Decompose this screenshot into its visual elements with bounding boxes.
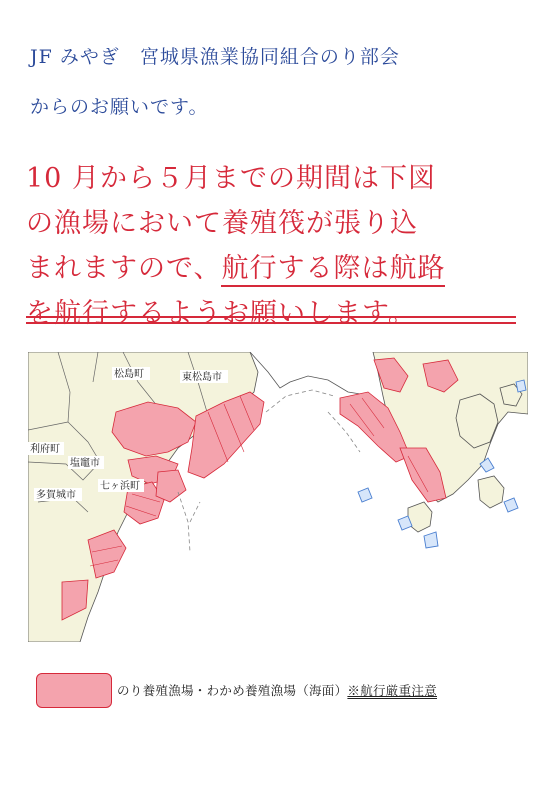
header-line-1: JF みやぎ 宮城県漁業協同組合のり部会 xyxy=(30,46,400,68)
route-marker xyxy=(516,380,526,392)
notice-line-1: 10 月から５月までの期間は下図 xyxy=(26,163,436,194)
label-tagajo: 多賀城市 xyxy=(36,490,76,501)
legend-swatch xyxy=(36,673,112,708)
notice-line-3 xyxy=(26,246,445,291)
notice-line-4-underlined: を航行するようお願いします。 xyxy=(26,298,416,329)
legend-label: のり養殖漁場・わかめ養殖漁場（海面） xyxy=(117,683,348,698)
label-shiogama: 塩竈市 xyxy=(70,458,100,469)
notice-line-4 xyxy=(26,291,416,336)
island-2 xyxy=(408,502,432,532)
notice-line-3-plain: まれますので、 xyxy=(26,253,222,284)
route-marker xyxy=(504,498,518,512)
notice-line-3-underlined: 航行する際は航路 xyxy=(221,253,445,287)
label-rifu: 利府町 xyxy=(30,444,60,455)
label-higashimatsushima: 東松島市 xyxy=(182,372,222,383)
header-line-2: からのお願いです。 xyxy=(30,96,209,118)
label-shichigahama: 七ヶ浜町 xyxy=(100,481,140,492)
legend-text xyxy=(117,681,437,699)
notice-line-2: の漁場において養殖筏が張り込 xyxy=(26,208,418,239)
label-matsushima: 松島町 xyxy=(114,369,144,380)
zone-offshore-1 xyxy=(156,470,186,502)
island-3 xyxy=(478,476,504,508)
notice-double-rule-top xyxy=(26,316,516,318)
bay-coastline xyxy=(250,352,373,396)
route-marker xyxy=(424,532,438,548)
legend-caution: ※航行厳重注意 xyxy=(347,683,438,698)
notice-double-rule-bottom xyxy=(26,322,516,324)
route-marker xyxy=(358,488,372,502)
fishing-zone-map xyxy=(28,352,528,642)
